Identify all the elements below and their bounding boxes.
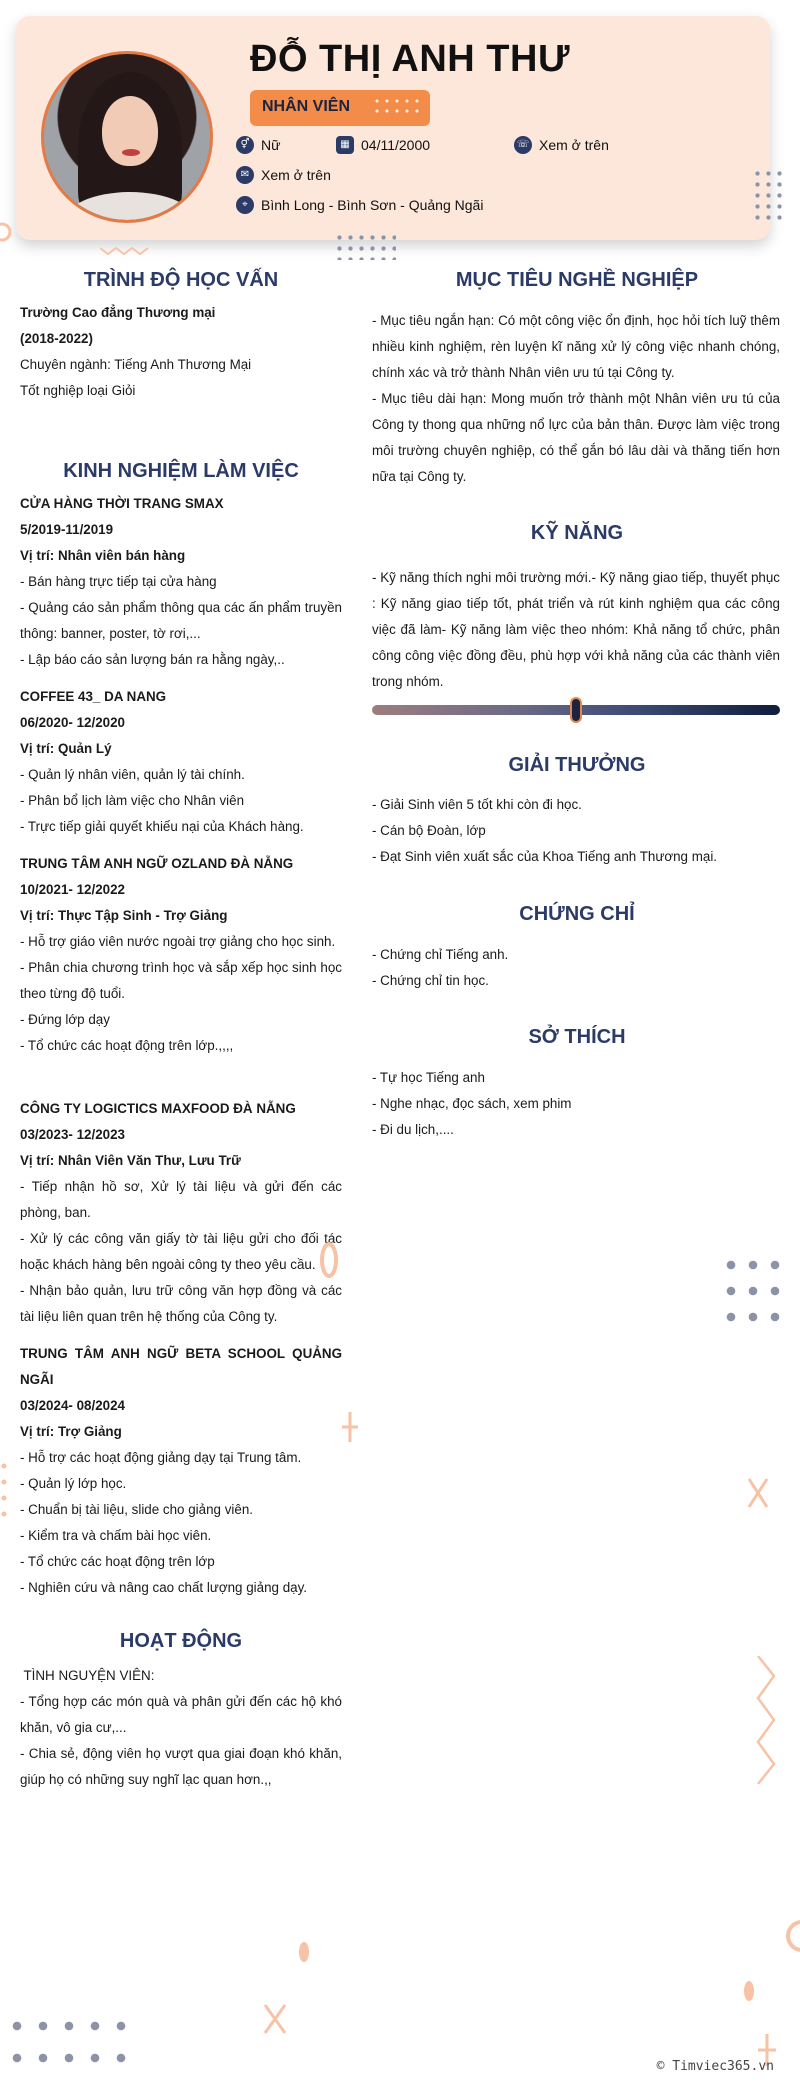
- activity-item: - Tổng hợp các món quà và phân gửi đến các hộ khó khăn, vô gia cư,...: [20, 1694, 342, 1735]
- job-task: - Kiểm tra và chấm bài học viên.: [20, 1528, 212, 1543]
- oval-decoration: [742, 1978, 756, 2004]
- job-task: - Đứng lớp dạy: [20, 1012, 110, 1027]
- job-position: Vị trí: Nhân Viên Văn Thư, Lưu Trữ: [20, 1153, 241, 1168]
- avatar: [41, 51, 213, 223]
- skills-title: KỸ NĂNG: [530, 522, 624, 544]
- skill-level-knob: [570, 697, 582, 723]
- certificate-item: - Chứng chỉ Tiếng anh.: [372, 947, 509, 962]
- job-company: CÔNG TY LOGICTICS MAXFOOD ĐÀ NẴNG: [20, 1101, 296, 1116]
- education-school: Trường Cao đẳng Thương mại: [20, 305, 216, 320]
- award-item: - Cán bộ Đoàn, lớp: [372, 823, 486, 838]
- job-5: [20, 1341, 342, 1601]
- job-position: Vị trí: Thực Tập Sinh - Trợ Giảng: [20, 908, 228, 923]
- plus-decoration: [340, 1412, 360, 1442]
- job-period: 06/2020- 12/2020: [20, 715, 125, 730]
- education-major: Chuyên ngành: Tiếng Anh Thương Mại: [20, 357, 252, 372]
- footer-watermark: © Timviec365.vn: [656, 2059, 774, 2074]
- award-item: - Đạt Sinh viên xuất sắc của Khoa Tiếng anh Thương mại.: [372, 849, 718, 864]
- education-grade: Tốt nghiệp loại Giỏi: [20, 383, 136, 398]
- job-task: - Trực tiếp giải quyết khiếu nại của Khách hàng.: [20, 819, 304, 834]
- job-2: [20, 684, 342, 840]
- role-badge: [250, 90, 430, 126]
- certificate-item: - Chứng chỉ tin học.: [372, 973, 489, 988]
- hobbies-title: SỞ THÍCH: [528, 1026, 626, 1048]
- job-position: Vị trí: Trợ Giảng: [20, 1424, 122, 1439]
- oval-decoration: [296, 1938, 312, 1966]
- phone-value: Xem ở trên: [539, 137, 609, 153]
- activity-item: - Chia sẻ, động viên họ vượt qua giai đoạn khó khăn, giúp họ có những suy nghĩ lạc quan hơn.,,: [20, 1746, 342, 1787]
- job-4: [20, 1096, 342, 1330]
- dots-decoration: [334, 232, 396, 260]
- gender-icon: ⚥: [236, 136, 254, 154]
- circle-decoration: [784, 1914, 800, 1958]
- email-value: Xem ở trên: [261, 167, 331, 183]
- dots-decoration: [4, 2010, 136, 2074]
- address-info: [236, 196, 483, 214]
- job-period: 03/2023- 12/2023: [20, 1127, 125, 1142]
- job-task: - Phân bổ lịch làm việc cho Nhân viên: [20, 793, 245, 808]
- email-info: [236, 166, 331, 184]
- zigzag-decoration: [754, 1656, 778, 1784]
- hobbies-content: [372, 1065, 780, 1143]
- birthdate-value: 04/11/2000: [361, 137, 431, 153]
- experience-title: KINH NGHIỆM LÀM VIỆC: [63, 460, 299, 482]
- birthdate-info: [336, 136, 430, 154]
- job-task: - Nhận bảo quản, lưu trữ công văn hợp đồng và các tài liệu liên quan trên hệ thống của Công ty.: [20, 1283, 342, 1324]
- location-icon: ⌖: [236, 196, 254, 214]
- job-task: - Tổ chức các hoạt động trên lớp.,,,,: [20, 1038, 234, 1053]
- dots-decoration: [752, 168, 782, 224]
- job-task: - Tổ chức các hoạt động trên lớp: [20, 1554, 215, 1569]
- activities-content: [20, 1663, 342, 1793]
- header-card: [16, 16, 770, 240]
- job-task: - Nghiên cứu và nâng cao chất lượng giảng dạy.: [20, 1580, 308, 1595]
- oval-decoration: [318, 1240, 340, 1280]
- job-period: 5/2019-11/2019: [20, 522, 114, 537]
- job-task: - Chuẩn bị tài liệu, slide cho giảng viên.: [20, 1502, 253, 1517]
- gender-value: Nữ: [261, 137, 281, 153]
- avatar-lips: [122, 149, 140, 156]
- award-item: - Giải Sinh viên 5 tốt khi còn đi học.: [372, 797, 582, 812]
- job-task: - Bán hàng trực tiếp tại cửa hàng: [20, 574, 217, 589]
- skills-text: - Kỹ năng thích nghi môi trường mới.- Kỹ năng giao tiếp, thuyết phục : Kỹ năng giao tiếp tốt, phát triển và rút kinh nghiệm qua các công việc đã làm- Kỹ năng làm việc theo nhóm: Khả năng tổ chức, phân công công việc đồng đều, phù hợp với khả năng của các thành viên trong nhóm.: [372, 570, 780, 689]
- job-company: TRUNG TÂM ANH NGỮ BETA SCHOOL QUẢNG NGÃI: [20, 1346, 342, 1387]
- dots-column-decoration: [0, 1460, 10, 1532]
- job-period: 03/2024- 08/2024: [20, 1398, 125, 1413]
- role-label: NHÂN VIÊN: [262, 98, 351, 115]
- phone-icon: ☏: [514, 136, 532, 154]
- job-period: 10/2021- 12/2022: [20, 882, 125, 897]
- job-task: - Quản lý nhân viên, quản lý tài chính.: [20, 767, 245, 782]
- zigzag-decoration: [100, 244, 152, 256]
- education-title: TRÌNH ĐỘ HỌC VẤN: [83, 269, 279, 291]
- job-task: - Hỗ trợ giáo viên nước ngoài trợ giảng cho học sinh.: [20, 934, 336, 949]
- activities-heading: TÌNH NGUYỆN VIÊN:: [20, 1668, 155, 1683]
- job-task: - Quảng cáo sản phẩm thông qua các ấn phẩm truyền thông: banner, poster, tờ rơi,...: [20, 600, 342, 641]
- job-task: - Tiếp nhận hồ sơ, Xử lý tài liệu và gửi đến các phòng, ban.: [20, 1179, 342, 1220]
- hobby-item: - Nghe nhạc, đọc sách, xem phim: [372, 1096, 572, 1111]
- dots-decoration: [720, 1252, 792, 1328]
- job-task: - Lập báo cáo sản lượng bán ra hằng ngày,..: [20, 652, 285, 667]
- gender-info: [236, 136, 280, 154]
- job-position: Vị trí: Nhân viên bán hàng: [20, 548, 186, 563]
- phone-info: [514, 136, 609, 154]
- objective-title: MỤC TIÊU NGHỀ NGHIỆP: [455, 269, 699, 291]
- objective-short-term: - Mục tiêu ngắn hạn: Có một công việc ổn định, học hỏi tích luỹ thêm nhiều kinh nghiệm, rèn luyện kĩ năng xử lý công việc nhanh chóng, chính xác và trở thành Nhân viên ưu tú tại Công ty.: [372, 313, 780, 380]
- job-task: - Xử lý các công văn giấy tờ tài liệu gửi cho đối tác hoặc khách hàng bên ngoài công ty theo yêu cầu.: [20, 1231, 342, 1272]
- hobby-item: - Đi du lịch,....: [372, 1122, 454, 1137]
- job-task: - Quản lý lớp học.: [20, 1476, 127, 1491]
- objective-long-term: - Mục tiêu dài hạn: Mong muốn trở thành một Nhân viên ưu tú của Công ty thong qua những nổ lực của bản thân. Được làm việc trong môi trường chuyên nghiệp, có thể gắn bó lâu dài và thăng tiến hơn nữa tại Công ty.: [372, 391, 780, 484]
- objective-content: [372, 308, 780, 490]
- job-1: [20, 491, 342, 673]
- skills-content: [372, 565, 780, 695]
- circle-decoration: [0, 220, 14, 244]
- candidate-name: ĐỖ THỊ ANH THƯ: [250, 38, 570, 80]
- email-icon: ✉: [236, 166, 254, 184]
- skill-level-bar: [372, 705, 780, 715]
- job-company: COFFEE 43_ DA NANG: [20, 689, 167, 704]
- job-company: TRUNG TÂM ANH NGỮ OZLAND ĐÀ NẴNG: [20, 856, 294, 871]
- job-task: - Phân chia chương trình học và sắp xếp học sinh học theo từng độ tuổi.: [20, 960, 342, 1001]
- x-decoration: [262, 2002, 288, 2036]
- certificates-title: CHỨNG CHỈ: [519, 903, 635, 925]
- hobby-item: - Tự học Tiếng anh: [372, 1070, 485, 1085]
- awards-content: [372, 792, 780, 870]
- badge-dots-decoration: [372, 96, 424, 118]
- job-3: [20, 851, 342, 1059]
- job-position: Vị trí: Quản Lý: [20, 741, 112, 756]
- certificates-content: [372, 942, 780, 994]
- job-task: - Hỗ trợ các hoạt động giảng dạy tại Trung tâm.: [20, 1450, 302, 1465]
- education-years: (2018-2022): [20, 331, 93, 346]
- address-value: Bình Long - Bình Sơn - Quảng Ngãi: [261, 197, 484, 213]
- job-company: CỬA HÀNG THỜI TRANG SMAX: [20, 496, 224, 511]
- activities-title: HOẠT ĐỘNG: [119, 1630, 243, 1652]
- awards-title: GIẢI THƯỞNG: [508, 754, 646, 776]
- x-decoration: [746, 1476, 770, 1510]
- calendar-icon: ▦: [336, 136, 354, 154]
- education-content: [20, 300, 342, 404]
